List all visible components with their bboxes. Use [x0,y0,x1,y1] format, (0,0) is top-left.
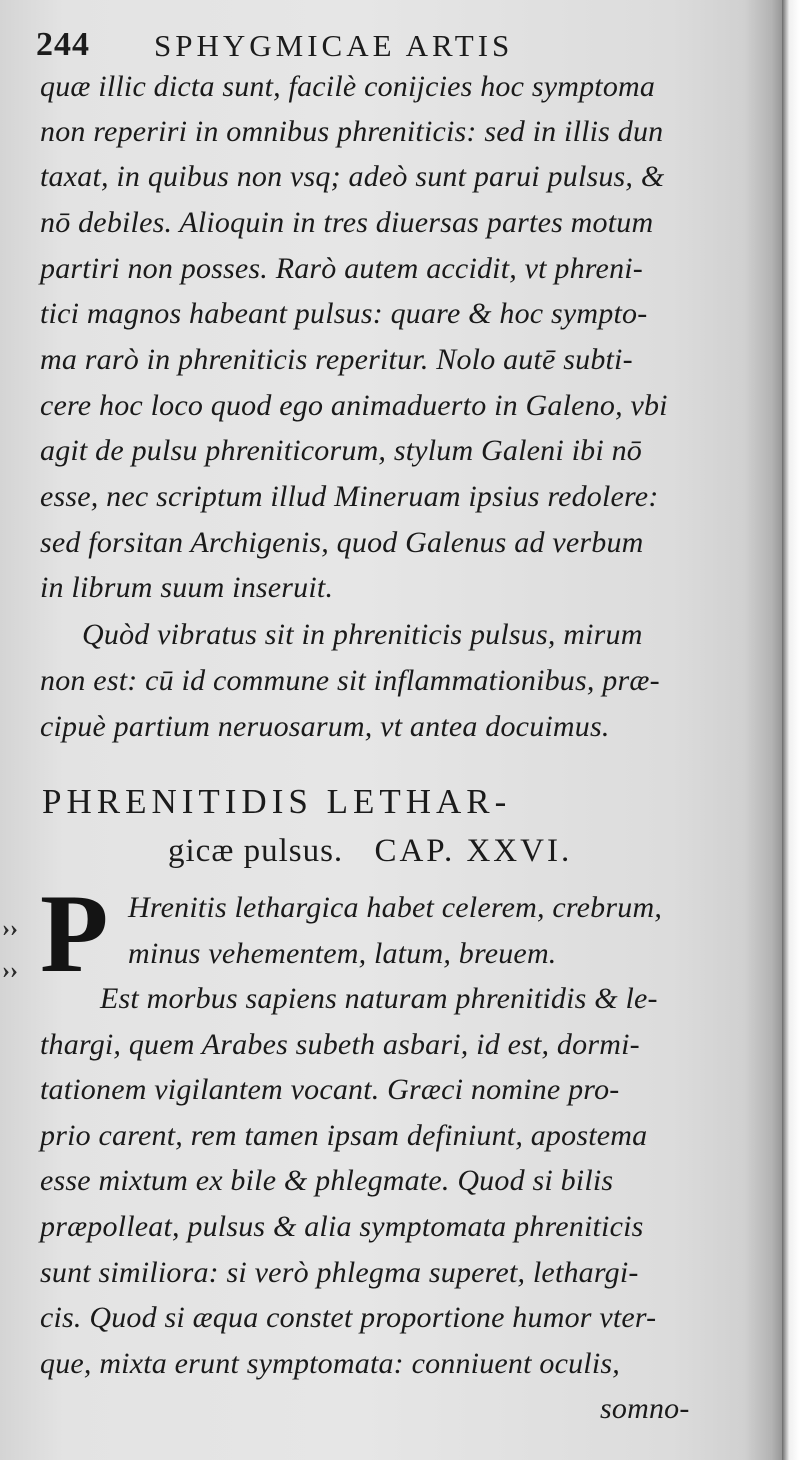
text-line: tationem vigilantem vocant. Græci nomine pro- [40,1073,620,1106]
text-line: non reperiri in omnibus phreniticis: sed in illis dun [40,115,664,148]
text-line: non est: cū id commune sit inflammationibus, præ- [40,664,660,697]
text-line: esse, nec scriptum illud Mineruam ipsius redolere: [40,480,659,513]
chapter-number: CAP. XXVI. [374,833,573,869]
text-line: in librum suum inseruit. [40,571,334,604]
text-line: sed forsitan Archigenis, quod Galenus ad verbum [40,526,644,559]
catchword: somno- [600,1392,690,1425]
text-line: partiri non posses. Rarò autem accidit, vt phreni- [40,252,643,285]
text-line: Quòd vibratus sit in phreniticis pulsus, mirum [82,618,643,651]
page-number: 244 [36,26,90,63]
chapter-subtitle [168,833,572,870]
chapter-subtitle-text: gicæ pulsus. [168,833,344,869]
text-line: agit de pulsu phreniticorum, stylum Galeni ibi nō [40,434,642,467]
text-line: quæ illic dicta sunt, facilè conijcies hoc symptoma [40,70,656,103]
text-line: cis. Quod si æqua constet proportione humor vter- [40,1301,657,1334]
drop-cap: P [40,872,109,996]
quotation-mark: ›› [2,958,18,984]
text-line: que, mixta erunt symptomata: conniuent oculis, [40,1347,620,1380]
text-line: Hrenitis lethargica habet celerem, crebrum, [128,891,663,924]
text-line: tici magnos habeant pulsus: quare & hoc sympto- [40,297,648,330]
chapter-title: PHRENITIDIS LETHAR- [42,782,512,821]
text-line: cipuè partium neruosarum, vt antea docuimus. [40,710,610,743]
running-head: SPHYGMICAE ARTIS [154,28,514,63]
quotation-mark: ›› [2,916,18,942]
text-line: minus vehementem, latum, breuem. [128,937,557,970]
text-line: taxat, in quibus non vsq; adeò sunt parui pulsus, & [40,160,665,193]
text-line: sunt similiora: si verò phlegma superet, lethargi- [40,1256,639,1289]
text-line: ma rarò in phreniticis reperitur. Nolo autē subti- [40,343,633,376]
text-line: Est morbus sapiens naturam phrenitidis & le- [100,982,658,1015]
text-line: nō debiles. Alioquin in tres diuersas partes motum [40,206,654,239]
text-line: prio carent, rem tamen ipsam definiunt, apostema [40,1119,648,1152]
text-line: esse mixtum ex bile & phlegmate. Quod si bilis [40,1164,614,1197]
scan-border [782,0,800,1460]
page-header [36,22,716,68]
text-line: præpolleat, pulsus & alia symptomata phreniticis [40,1210,644,1243]
text-line: cere hoc loco quod ego animaduerto in Galeno, vbi [40,389,668,422]
text-line: thargi, quem Arabes subeth asbari, id est, dormi- [40,1028,640,1061]
